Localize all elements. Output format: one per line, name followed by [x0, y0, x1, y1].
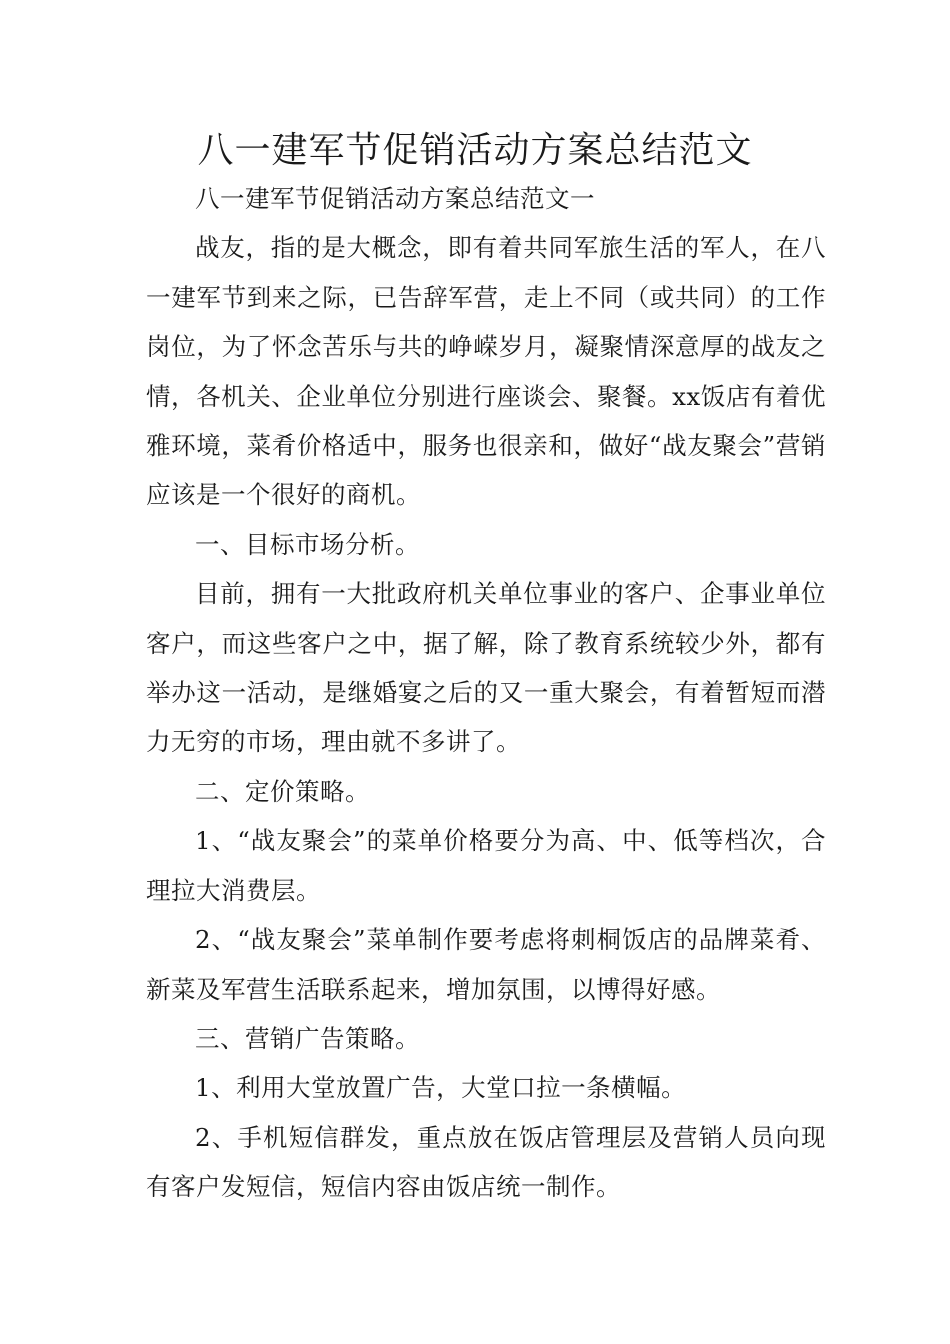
paragraph-subtitle: 八一建军节促销活动方案总结范文一: [195, 184, 595, 213]
paragraph-advertising-1: 1、利用大堂放置广告，大堂口拉一条横幅。: [195, 1073, 687, 1103]
section-heading-market: 一、目标市场分析。: [195, 529, 420, 559]
paragraph-market: 目前，拥有一大批政府机关单位事业的客户、企事业单位客户，而这些客户之中，据了解，除了教育系统较少外，都有举办这一活动，是继婚宴之后的又一重大聚会，有着暂短而潜力无穷的市场，理由就不多讲了。: [146, 579, 826, 757]
section-heading-advertising: 三、营销广告策略。: [195, 1023, 420, 1053]
paragraph-advertising-2: 2、手机短信群发，重点放在饭店管理层及营销人员向现有客户发短信，短信内容由饭店统一制作。: [146, 1122, 826, 1202]
document-body: [146, 174, 826, 1212]
section-heading-pricing: 二、定价策略。: [195, 776, 370, 806]
document-title: 八一建军节促销活动方案总结范文: [197, 130, 753, 171]
paragraph-intro: 战友，指的是大概念，即有着共同军旅生活的军人，在八一建军节到来之际，已告辞军营，走上不同（或共同）的工作岗位，为了怀念苦乐与共的峥嵘岁月，凝聚情深意厚的战友之情，各机关、企业单位分别进行座谈会、聚餐。xx饭店有着优雅环境，菜肴价格适中，服务也很亲和，做好“战友聚会”营销应该是一个很好的商机。: [146, 233, 826, 510]
paragraph-pricing-1: 1、“战友聚会”的菜单价格要分为高、中、低等档次，合理拉大消费层。: [146, 826, 826, 905]
paragraph-pricing-2: 2、“战友聚会”菜单制作要考虑将刺桐饭店的品牌菜肴、新菜及军营生活联系起来，增加氛围，以博得好感。: [146, 925, 826, 1004]
